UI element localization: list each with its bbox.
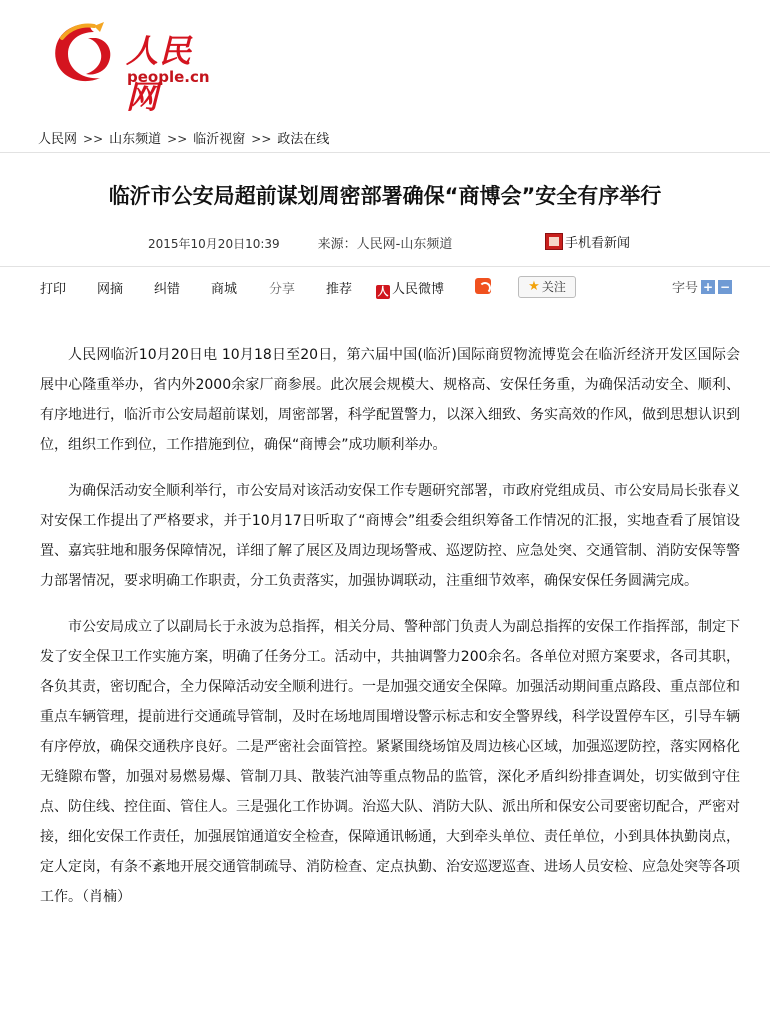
article-toolbar (40, 276, 740, 298)
article-body (40, 340, 740, 928)
divider (0, 266, 770, 267)
breadcrumb-separator: >> (83, 132, 104, 146)
font-size-label: 字号 (672, 281, 699, 296)
article-source[interactable]: 来源：人民网-山东频道 (317, 237, 453, 252)
star-icon: ★ (528, 279, 540, 294)
mall-link[interactable]: 商城 (211, 282, 238, 297)
article-paragraph: 人民网临沂10月20日电 10月18日至20日，第六届中国(临沂)国际商贸物流博览会在临沂经济开发区国际会展中心隆重举办，省内外2000余家厂商参展。此次展会规模大、规格高、安保任务重，为确保活动安全、顺利、有序地进行，临沂市公安局超前谋划，周密部署，科学配置警力，以深入细致、务实高效的作风，做到思想认识到位，组织工作到位，工作措施到位，确保“商博会”成功顺利举办。 (40, 347, 740, 453)
article-paragraph: 市公安局成立了以副局长于永波为总指挥，相关分局、警种部门负责人为副总指挥的安保工作指挥部，制定下发了安全保卫工作实施方案，明确了任务分工。活动中，共抽调警力200余名。各单位对照方案要求，各司其职，各负其责，密切配合，全力保障活动安全顺利进行。一是加强交通安全保障。加强活动期间重点路段、重点部位和重点车辆管理，提前进行交通疏导管制，及时在场地周围增设警示标志和安全警界线，科学设置停车区，引导车辆有序停放，确保交通秩序良好。二是严密社会面管控。紧紧围绕场馆及周边核心区域，加强巡逻防控，落实网格化无缝隙布警，加强对易燃易爆、管制刀具、散装汽油等重点物品的监管，深化矛盾纠纷排查调处，切实做到守住点、防住线、控住面、管住人。三是强化工作协调。治巡大队、消防大队、派出所和保安公司要密切配合，严密对接，细化安保工作责任，加强展馆通道安全检查，保障通讯畅通，大到牵头单位、责任单位，小到具体执勤岗点，定人定岗，有条不紊地开展交通管制疏导、消防检查、定点执勤、治安巡逻巡查、进场人员安检、应急处突等各项工作。（肖楠） (40, 619, 740, 905)
logo-emblem-icon (48, 18, 128, 88)
mobile-news-link[interactable] (545, 232, 630, 251)
web-excerpt-button[interactable]: 网摘 (97, 282, 124, 297)
mobile-news-label: 手机看新闻 (565, 236, 631, 251)
rss-icon[interactable] (475, 278, 491, 294)
breadcrumb-item-shandong[interactable]: 山东频道 (109, 132, 162, 147)
breadcrumb-item-law[interactable]: 政法在线 (277, 132, 330, 147)
breadcrumb-item-linyi[interactable]: 临沂视窗 (193, 132, 246, 147)
breadcrumb (38, 128, 329, 147)
people-logo[interactable] (48, 18, 218, 116)
breadcrumb-item-people[interactable]: 人民网 (38, 132, 78, 147)
article-paragraph: 为确保活动安全顺利举行，市公安局对该活动安保工作专题研究部署，市政府党组成员、市公安局局长张春义对安保工作提出了严格要求，并于10月17日听取了“商博会”组委会组织筹备工作情况的汇报，实地查看了展馆设置、嘉宾驻地和服务保障情况，详细了解了展区及周边现场警戒、巡逻防控、应急处突、交通管制、消防安保等警力部署情况，要求明确工作职责，分工负责落实，加强协调联动，注重细节效率，确保安保任务圆满完成。 (40, 483, 740, 589)
font-decrease-button[interactable]: − (719, 279, 731, 294)
breadcrumb-separator: >> (167, 132, 188, 146)
publish-date: 2015年10月20日10:39 (148, 237, 280, 251)
article-title: 临沂市公安局超前谋划周密部署确保“商博会”安全有序举行 (108, 184, 662, 208)
logo-wordmark: 人民网 (126, 32, 193, 116)
report-error-button[interactable]: 纠错 (154, 282, 181, 297)
share-label: 分享 (269, 282, 296, 297)
print-button[interactable]: 打印 (40, 282, 67, 297)
mobile-news-icon (545, 233, 563, 250)
divider (0, 152, 770, 153)
weibo-link[interactable] (376, 278, 444, 299)
font-size-control (672, 277, 732, 296)
weibo-icon: 人 (377, 285, 389, 298)
weibo-label: 人民微博 (392, 282, 445, 297)
breadcrumb-separator: >> (251, 132, 272, 146)
follow-button[interactable] (518, 276, 576, 298)
font-increase-button[interactable]: + (702, 279, 714, 294)
article-meta (148, 233, 452, 252)
recommend-button[interactable]: 推荐 (326, 282, 353, 297)
follow-label: 关注 (541, 280, 566, 294)
logo-domain: people.cn (127, 68, 210, 86)
